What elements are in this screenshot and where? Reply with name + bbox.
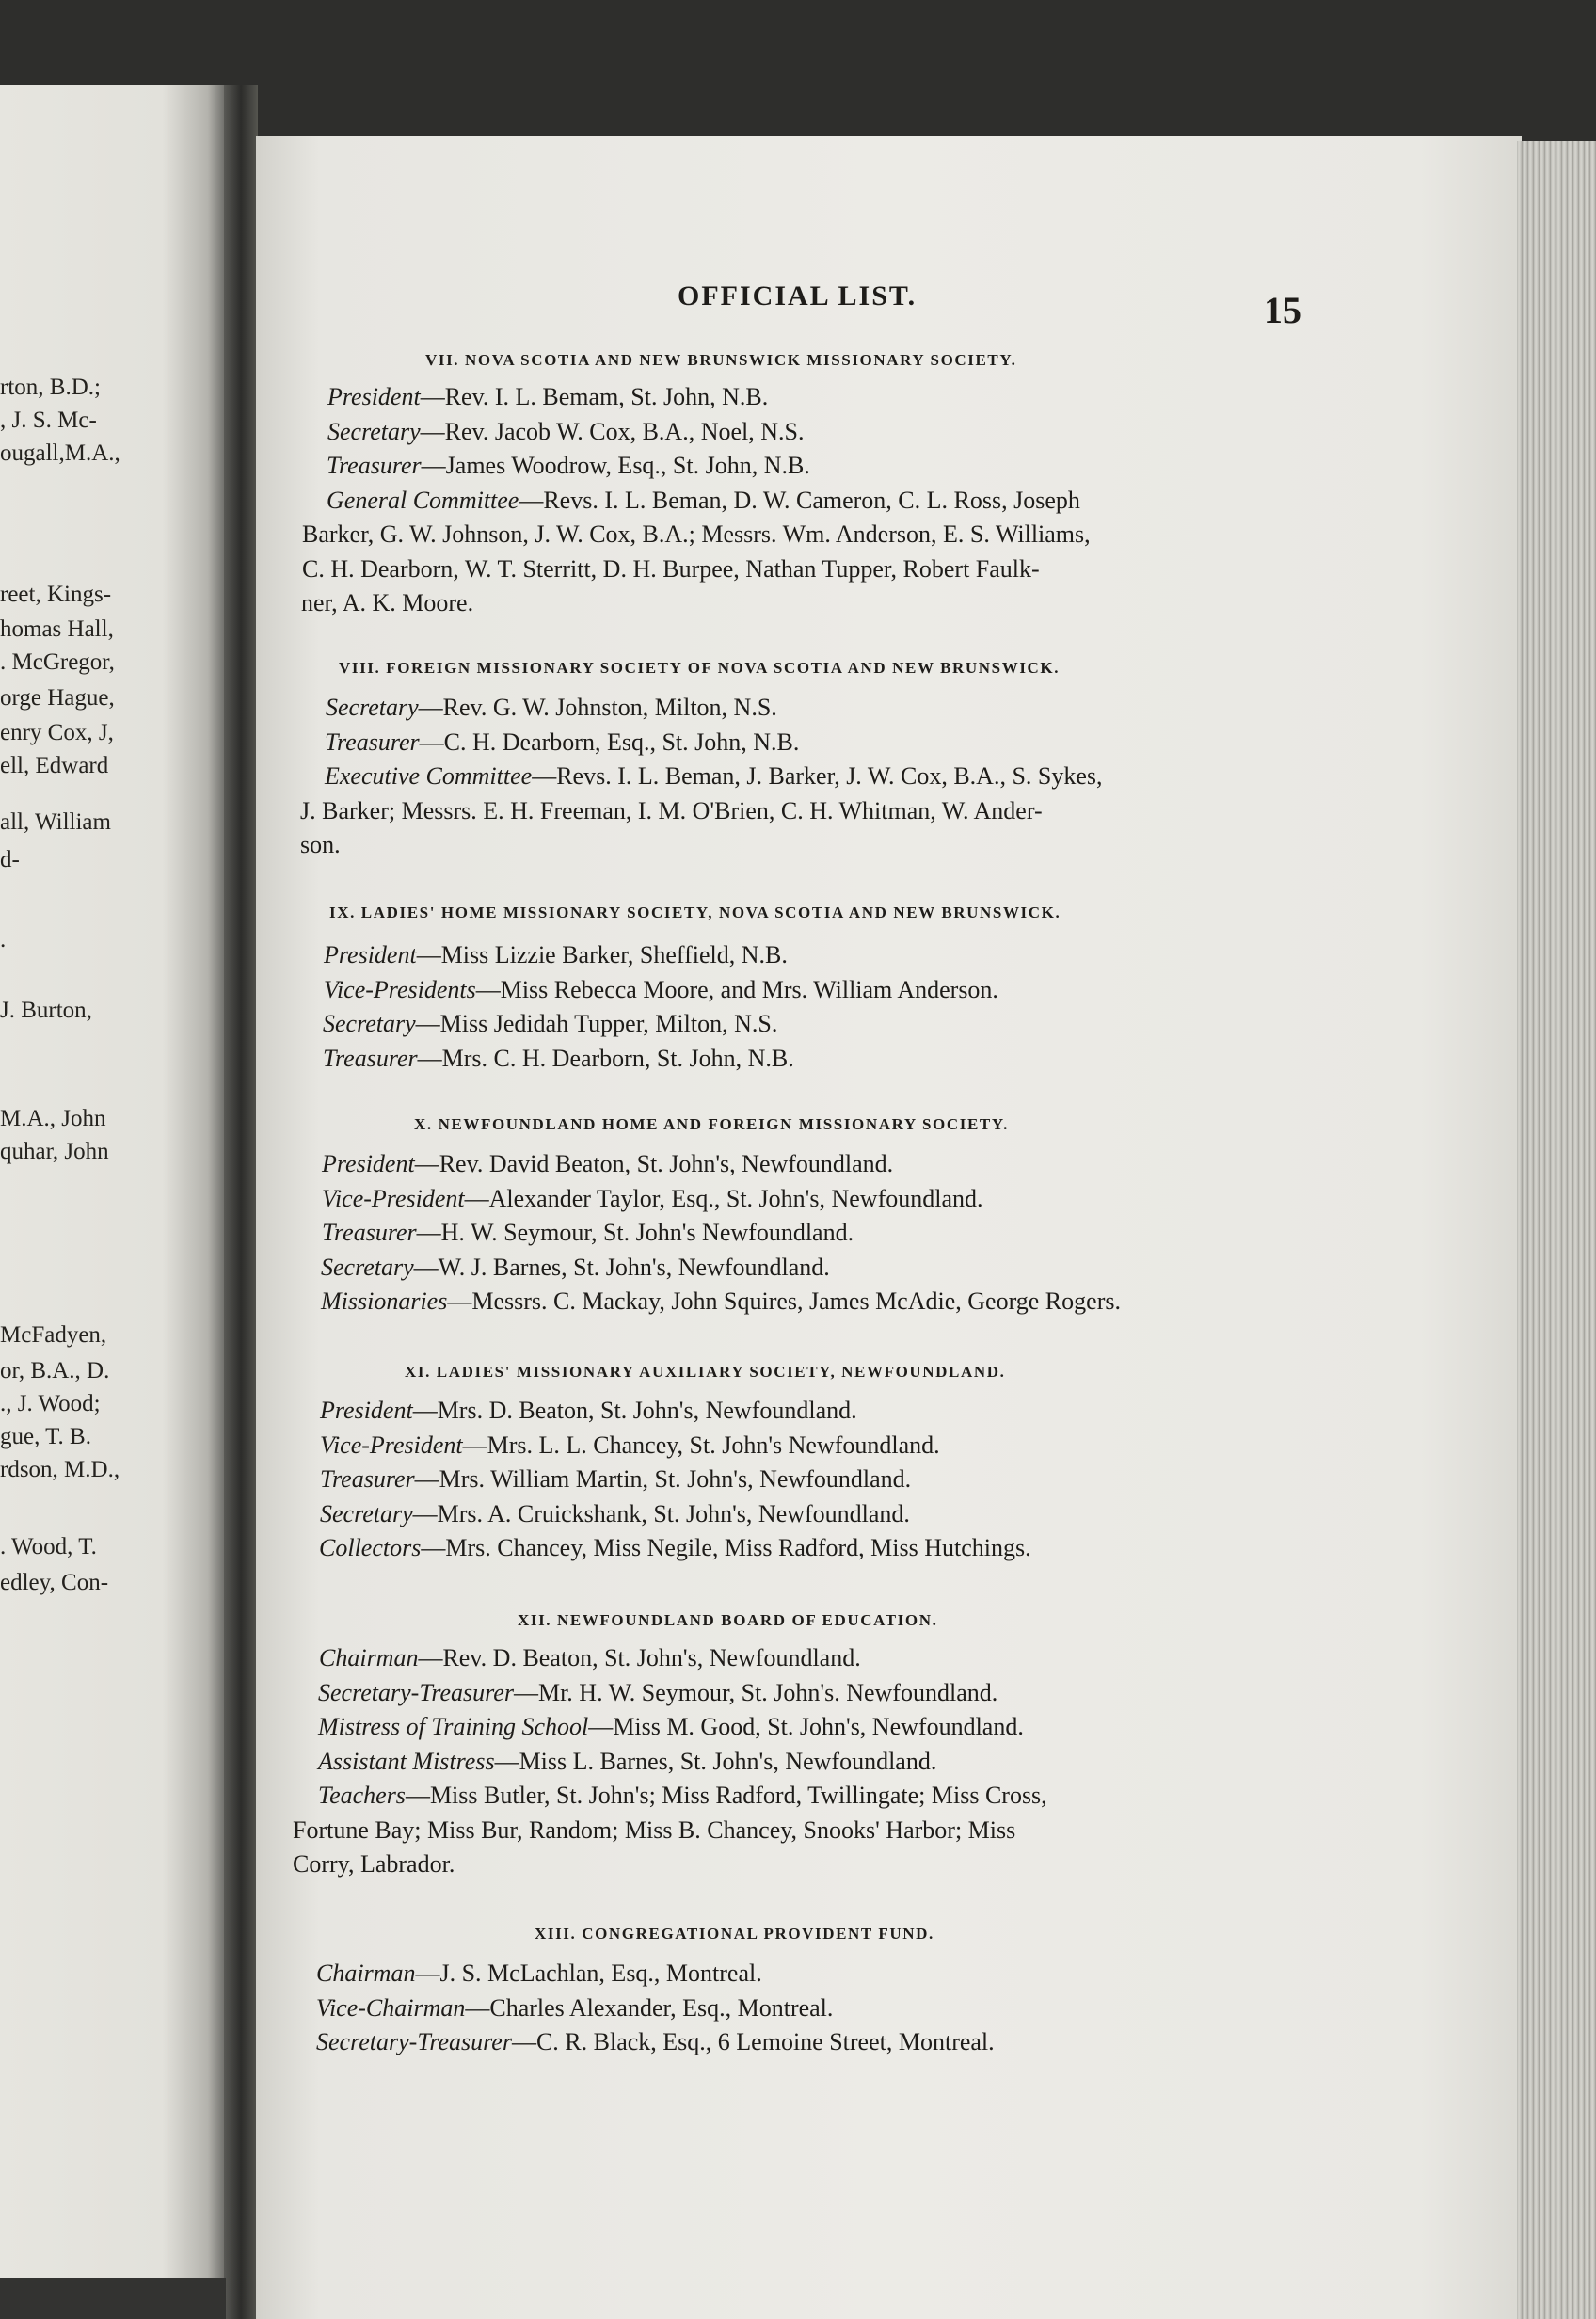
entry-role: Executive Committee xyxy=(325,762,533,790)
entry-continuation xyxy=(302,519,1091,551)
left-page-fragment: . xyxy=(0,927,7,952)
entry-continuation xyxy=(300,829,341,861)
entry-role: Treasurer xyxy=(320,1465,415,1493)
section-heading: VII. NOVA SCOTIA AND NEW BRUNSWICK MISSIONARY SOCIETY. xyxy=(425,351,1017,369)
entry-line xyxy=(327,485,1080,517)
entry-role: Secretary xyxy=(320,1499,413,1527)
entry-text: ner, A. K. Moore. xyxy=(301,589,474,616)
left-page-fragment: J. Burton, xyxy=(0,998,92,1023)
entry-text: —Alexander Taylor, Esq., St. John's, Newfoundland. xyxy=(464,1184,983,1212)
entry-text: —Mr. H. W. Seymour, St. John's. Newfoundland. xyxy=(513,1678,998,1706)
entry-role: Vice-President xyxy=(320,1431,463,1459)
entry-line xyxy=(320,1430,940,1462)
entry-text: —Miss Rebecca Moore, and Mrs. William Anderson. xyxy=(475,975,998,1003)
left-page-fragment: edley, Con- xyxy=(0,1570,109,1595)
entry-text: —Revs. I. L. Beman, D. W. Cameron, C. L. Ross, Joseph xyxy=(519,486,1080,514)
left-page-fragment: , J. S. Mc- xyxy=(0,408,97,433)
left-page-fragment: quhar, John xyxy=(0,1139,109,1164)
left-page-fragment: . Wood, T. xyxy=(0,1534,97,1559)
entry-line xyxy=(318,1746,936,1778)
entry-text: —Miss Lizzie Barker, Sheffield, N.B. xyxy=(416,941,788,968)
entry-line xyxy=(327,450,810,482)
entry-text: —W. J. Barnes, St. John's, Newfoundland. xyxy=(413,1253,830,1281)
entry-text: —Rev. I. L. Bemam, St. John, N.B. xyxy=(420,383,769,410)
entry-text: —Messrs. C. Mackay, John Squires, James McAdie, George Rogers. xyxy=(447,1287,1121,1315)
entry-line xyxy=(324,939,788,971)
entry-line xyxy=(320,1498,910,1530)
entry-text: —C. R. Black, Esq., 6 Lemoine Street, Montreal. xyxy=(511,2028,995,2055)
entry-text: —H. W. Seymour, St. John's Newfoundland. xyxy=(416,1219,854,1246)
entry-role: Secretary xyxy=(321,1253,414,1281)
entry-role: Secretary xyxy=(326,694,419,721)
entry-text: —Revs. I. L. Beman, J. Barker, J. W. Cox, B.A., S. Sykes, xyxy=(532,762,1103,790)
page-edges xyxy=(1517,141,1596,2319)
entry-line xyxy=(321,1286,1121,1318)
entry-text: —James Woodrow, Esq., St. John, N.B. xyxy=(421,452,810,479)
left-page-fragment: rton, B.D.; xyxy=(0,375,101,400)
entry-line xyxy=(325,760,1103,792)
left-page-fragment: or, B.A., D. xyxy=(0,1358,110,1383)
entry-text: —Mrs. C. H. Dearborn, St. John, N.B. xyxy=(417,1044,794,1072)
left-page-fragment: d- xyxy=(0,847,20,872)
entry-text: —Charles Alexander, Esq., Montreal. xyxy=(465,1993,834,2022)
entry-role: Mistress of Training School xyxy=(318,1713,589,1740)
entry-line xyxy=(327,416,804,448)
entry-line xyxy=(318,1780,1047,1812)
entry-role: Vice-Chairman xyxy=(316,1993,466,2022)
book-gutter xyxy=(224,85,258,2319)
entry-continuation xyxy=(302,553,1040,585)
entry-line xyxy=(323,1043,794,1075)
left-page-fragment: . McGregor, xyxy=(0,649,115,675)
left-page-fragment: ougall,M.A., xyxy=(0,440,120,466)
entry-line xyxy=(316,1992,833,2024)
section-heading: X. NEWFOUNDLAND HOME AND FOREIGN MISSIONARY SOCIETY. xyxy=(414,1115,1010,1133)
entry-text: —Miss L. Barnes, St. John's, Newfoundland. xyxy=(494,1747,937,1775)
section-heading: XIII. CONGREGATIONAL PROVIDENT FUND. xyxy=(535,1925,934,1943)
entry-text: —Miss Jedidah Tupper, Milton, N.S. xyxy=(415,1010,778,1037)
entry-line xyxy=(323,1008,777,1040)
entry-text: —Rev. G. W. Johnston, Milton, N.S. xyxy=(418,694,777,721)
entry-role: Treasurer xyxy=(327,452,422,479)
entry-text: —Rev. David Beaton, St. John's, Newfoundland. xyxy=(414,1150,894,1177)
entry-role: President xyxy=(327,383,421,410)
entry-role: Chairman xyxy=(319,1644,419,1671)
left-page-fragment: ell, Edward xyxy=(0,753,109,778)
entry-text: —Miss Butler, St. John's; Miss Radford, Twillingate; Miss Cross, xyxy=(405,1782,1047,1809)
entry-text: —J. S. McLachlan, Esq., Montreal. xyxy=(415,1959,762,1987)
left-page-fragment: enry Cox, J, xyxy=(0,720,114,745)
entry-line xyxy=(318,1711,1024,1743)
entry-line xyxy=(322,1183,982,1215)
page-number: 15 xyxy=(1264,289,1301,331)
entry-text: —C. H. Dearborn, Esq., St. John, N.B. xyxy=(419,728,800,756)
scan-background-bottom xyxy=(0,2278,226,2319)
entry-text: C. H. Dearborn, W. T. Sterritt, D. H. Burpee, Nathan Tupper, Robert Faulk- xyxy=(302,554,1040,583)
entry-line xyxy=(326,692,777,724)
entry-text: Corry, Labrador. xyxy=(293,1850,455,1878)
entry-continuation xyxy=(293,1815,1015,1847)
entry-text: —Rev. D. Beaton, St. John's, Newfoundland. xyxy=(418,1644,861,1671)
entry-text: Barker, G. W. Johnson, J. W. Cox, B.A.; Messrs. Wm. Anderson, E. S. Williams, xyxy=(302,520,1091,548)
entry-text: —Mrs. D. Beaton, St. John's, Newfoundland. xyxy=(412,1397,857,1424)
entry-line xyxy=(318,1677,998,1709)
entry-line xyxy=(320,1395,857,1427)
entry-role: Treasurer xyxy=(323,1044,418,1072)
entry-line xyxy=(316,1958,762,1990)
left-page-fragment: all, William xyxy=(0,809,111,835)
entry-line xyxy=(322,1148,893,1180)
entry-role: General Committee xyxy=(327,486,519,514)
entry-line xyxy=(319,1532,1031,1564)
entry-role: President xyxy=(320,1397,413,1424)
entry-role: Treasurer xyxy=(325,728,420,756)
entry-role: Chairman xyxy=(316,1959,416,1987)
section-heading: IX. LADIES' HOME MISSIONARY SOCIETY, NOVA SCOTIA AND NEW BRUNSWICK. xyxy=(329,904,1061,921)
entry-role: Vice-President xyxy=(322,1184,465,1212)
entry-text: —Mrs. Chancey, Miss Negile, Miss Radford, Miss Hutchings. xyxy=(421,1534,1031,1561)
entry-line xyxy=(319,1642,861,1674)
left-page-fragment: ., J. Wood; xyxy=(0,1391,101,1416)
entry-text: —Mrs. A. Cruickshank, St. John's, Newfoundland. xyxy=(412,1499,910,1527)
entry-line xyxy=(321,1252,830,1284)
entry-line xyxy=(316,2026,995,2058)
entry-line xyxy=(322,1217,854,1249)
entry-role: Secretary-Treasurer xyxy=(318,1678,514,1706)
entry-role: President xyxy=(322,1150,415,1177)
entry-text: Fortune Bay; Miss Bur, Random; Miss B. Chancey, Snooks' Harbor; Miss xyxy=(293,1815,1016,1844)
entry-text: —Miss M. Good, St. John's, Newfoundland. xyxy=(588,1713,1024,1740)
entry-role: Treasurer xyxy=(322,1219,417,1246)
entry-line xyxy=(320,1463,911,1495)
left-page-fragment: McFadyen, xyxy=(0,1322,107,1348)
entry-continuation xyxy=(300,795,1043,827)
section-heading: XI. LADIES' MISSIONARY AUXILIARY SOCIETY, NEWFOUNDLAND. xyxy=(405,1363,1006,1381)
entry-role: Secretary xyxy=(323,1010,416,1037)
entry-role: Collectors xyxy=(319,1534,422,1561)
entry-continuation xyxy=(301,587,473,619)
entry-role: Secretary-Treasurer xyxy=(316,2028,512,2055)
entry-line xyxy=(325,727,799,759)
entry-role: Assistant Mistress xyxy=(318,1747,495,1775)
left-page-fragment: reet, Kings- xyxy=(0,582,112,607)
left-page-fragment: homas Hall, xyxy=(0,616,114,642)
entry-role: Vice-Presidents xyxy=(324,975,476,1003)
entry-line xyxy=(324,974,998,1006)
page-title: OFFICIAL LIST. xyxy=(678,280,918,312)
entry-line xyxy=(327,381,768,413)
entry-text: —Mrs. William Martin, St. John's, Newfoundland. xyxy=(414,1465,912,1493)
left-page-fragment: rdson, M.D., xyxy=(0,1457,120,1482)
entry-role: President xyxy=(324,941,417,968)
entry-text: son. xyxy=(300,831,341,858)
entry-text: —Mrs. L. L. Chancey, St. John's Newfoundland. xyxy=(462,1431,940,1459)
entry-text: —Rev. Jacob W. Cox, B.A., Noel, N.S. xyxy=(420,417,805,445)
entry-role: Missionaries xyxy=(321,1287,448,1315)
section-heading: XII. NEWFOUNDLAND BOARD OF EDUCATION. xyxy=(518,1611,938,1629)
entry-role: Secretary xyxy=(327,417,421,445)
entry-continuation xyxy=(293,1848,455,1880)
section-heading: VIII. FOREIGN MISSIONARY SOCIETY OF NOVA SCOTIA AND NEW BRUNSWICK. xyxy=(339,659,1061,677)
entry-text: J. Barker; Messrs. E. H. Freeman, I. M. O'Brien, C. H. Whitman, W. Ander- xyxy=(300,796,1043,824)
entry-role: Teachers xyxy=(318,1782,406,1809)
left-page-fragment: orge Hague, xyxy=(0,685,115,711)
left-page-fragment: M.A., John xyxy=(0,1106,106,1131)
left-page-fragment: gue, T. B. xyxy=(0,1424,91,1449)
